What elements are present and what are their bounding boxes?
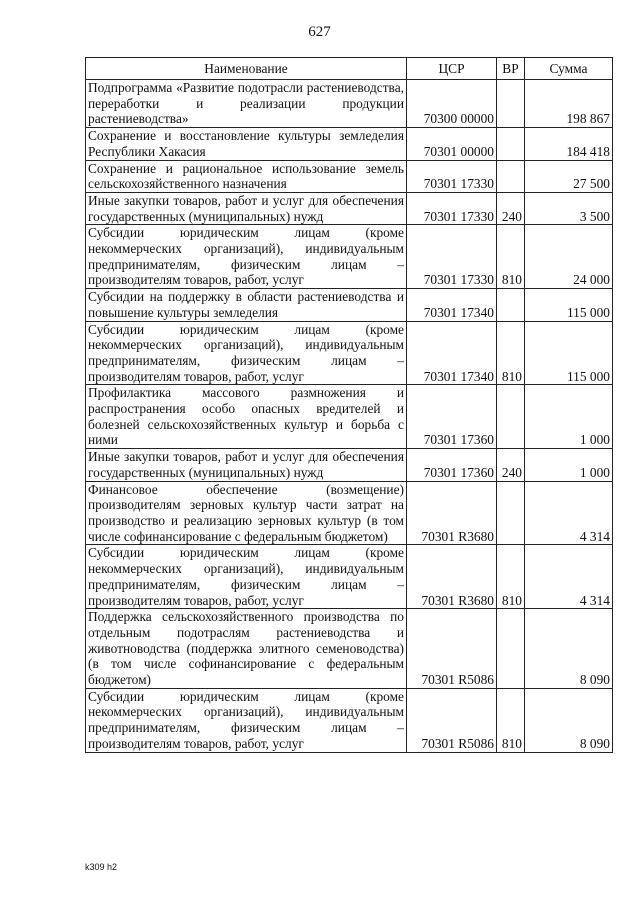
table-row: [86, 609, 613, 689]
footer-code: k309 h2: [85, 862, 118, 872]
cell-vr: 810: [497, 688, 525, 752]
cell-csr: 70301 R3680: [407, 545, 497, 609]
header-name: Наименование: [86, 58, 407, 80]
cell-vr: 810: [497, 321, 525, 385]
table-row: [86, 385, 613, 449]
cell-vr: 810: [497, 545, 525, 609]
cell-csr: 70301 17340: [407, 289, 497, 321]
header-row: [86, 58, 613, 80]
cell-sum: 4 314: [525, 481, 613, 545]
cell-csr: 70301 17340: [407, 321, 497, 385]
table-body: [86, 80, 613, 753]
cell-vr: [497, 128, 525, 160]
cell-name: Профилактика массового размножения и распространения особо опасных вредителей и болезней сельскохозяйственных культур и борьба с ними: [86, 385, 407, 449]
cell-name: Иные закупки товаров, работ и услуг для обеспечения государственных (муниципальных) нужд: [86, 449, 407, 481]
cell-csr: 70300 00000: [407, 80, 497, 128]
budget-table: [85, 57, 613, 753]
cell-name: Финансовое обеспечение (возмещение) производителям зерновых культур части затрат на производство и реализацию зерновых культур (в том числе софинансирование с федеральным бюджетом): [86, 481, 407, 545]
cell-name: Субсидии юридическим лицам (кроме некоммерческих организаций), индивидуальным предпринимателям, физическим лицам – производителям товаров, работ, услуг: [86, 688, 407, 752]
cell-sum: 1 000: [525, 449, 613, 481]
table-row: [86, 688, 613, 752]
cell-name: Сохранение и восстановление культуры земледелия Республики Хакасия: [86, 128, 407, 160]
cell-sum: 27 500: [525, 160, 613, 192]
table-header: [86, 58, 613, 80]
cell-vr: [497, 289, 525, 321]
table-row: [86, 449, 613, 481]
cell-csr: 70301 R5086: [407, 688, 497, 752]
cell-sum: 3 500: [525, 192, 613, 224]
cell-vr: [497, 385, 525, 449]
cell-vr: [497, 481, 525, 545]
table-row: [86, 321, 613, 385]
cell-name: Субсидии юридическим лицам (кроме некоммерческих организаций), индивидуальным предпринимателям, физическим лицам – производителям товаров, работ, услуг: [86, 545, 407, 609]
table-row: [86, 128, 613, 160]
cell-sum: 184 418: [525, 128, 613, 160]
cell-csr: 70301 R5086: [407, 609, 497, 689]
cell-name: Поддержка сельскохозяйственного производства по отдельным подотраслям растениеводства и животноводства (поддержка элитного семеноводства) (в том числе софинансирование с федеральным бюджетом): [86, 609, 407, 689]
cell-vr: 810: [497, 225, 525, 289]
cell-sum: 8 090: [525, 688, 613, 752]
cell-name: Иные закупки товаров, работ и услуг для обеспечения государственных (муниципальных) нужд: [86, 192, 407, 224]
table-row: [86, 481, 613, 545]
cell-sum: 1 000: [525, 385, 613, 449]
cell-sum: 198 867: [525, 80, 613, 128]
cell-csr: 70301 17360: [407, 385, 497, 449]
cell-vr: [497, 160, 525, 192]
header-vr: ВР: [497, 58, 525, 80]
table-row: [86, 192, 613, 224]
cell-name: Субсидии юридическим лицам (кроме некоммерческих организаций), индивидуальным предпринимателям, физическим лицам – производителям товаров, работ, услуг: [86, 321, 407, 385]
cell-sum: 8 090: [525, 609, 613, 689]
cell-vr: [497, 609, 525, 689]
table-row: [86, 545, 613, 609]
header-csr: ЦСР: [407, 58, 497, 80]
table-row: [86, 80, 613, 128]
cell-csr: 70301 17330: [407, 192, 497, 224]
cell-name: Подпрограмма «Развитие подотрасли растениеводства, переработки и реализации продукции растениеводства»: [86, 80, 407, 128]
cell-csr: 70301 R3680: [407, 481, 497, 545]
cell-sum: 115 000: [525, 321, 613, 385]
cell-name: Субсидии юридическим лицам (кроме некоммерческих организаций), индивидуальным предпринимателям, физическим лицам – производителям товаров, работ, услуг: [86, 225, 407, 289]
cell-sum: 115 000: [525, 289, 613, 321]
table-row: [86, 225, 613, 289]
cell-name: Сохранение и рациональное использование земель сельскохозяйственного назначения: [86, 160, 407, 192]
cell-sum: 24 000: [525, 225, 613, 289]
table-row: [86, 289, 613, 321]
cell-csr: 70301 17330: [407, 225, 497, 289]
table-row: [86, 160, 613, 192]
cell-vr: [497, 80, 525, 128]
cell-csr: 70301 17360: [407, 449, 497, 481]
cell-csr: 70301 00000: [407, 128, 497, 160]
header-sum: Сумма: [525, 58, 613, 80]
page-number: 627: [308, 24, 331, 40]
cell-name: Субсидии на поддержку в области растениеводства и повышение культуры земледелия: [86, 289, 407, 321]
cell-vr: 240: [497, 192, 525, 224]
cell-csr: 70301 17330: [407, 160, 497, 192]
cell-sum: 4 314: [525, 545, 613, 609]
cell-vr: 240: [497, 449, 525, 481]
